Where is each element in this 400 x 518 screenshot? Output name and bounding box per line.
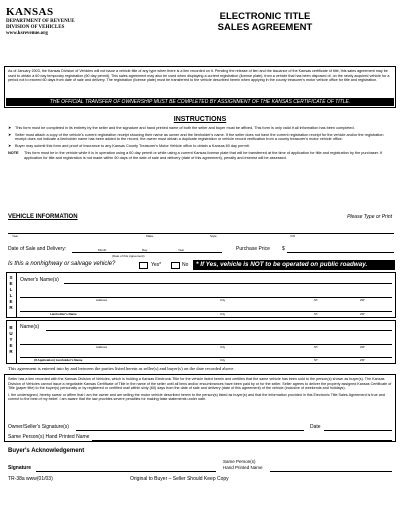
- hand-printed-label: Hand Printed Name: [223, 465, 263, 470]
- city-caption: City: [220, 345, 226, 349]
- legal-box: [4, 374, 396, 442]
- website: www.ksrevenue.org: [6, 31, 48, 36]
- price-field[interactable]: [287, 252, 394, 253]
- address-caption: Address: [96, 345, 108, 349]
- date-label: Date: [310, 424, 321, 430]
- owner-name-field[interactable]: [64, 283, 392, 284]
- buyer-divider: [16, 320, 17, 364]
- department-name: DEPARTMENT OF REVENUE: [6, 19, 75, 24]
- signature-date-field[interactable]: [324, 430, 392, 431]
- form-number: TR-38a www(01/03): [8, 476, 53, 482]
- make-caption: Make: [146, 234, 154, 238]
- seller-printed-name-field[interactable]: [92, 440, 392, 441]
- seller-divider: [16, 272, 17, 318]
- no-checkbox[interactable]: [171, 262, 180, 269]
- vehicle-info-title: VEHICLE INFORMATION: [8, 214, 78, 220]
- instructions-list: [8, 126, 394, 162]
- yes-checkbox[interactable]: [139, 262, 148, 269]
- st-caption: ST: [314, 345, 318, 349]
- buyer-name-label: Name(s): [20, 324, 40, 330]
- buyer-printed-name-field[interactable]: [270, 471, 392, 472]
- date-field[interactable]: [72, 252, 222, 253]
- lienholder-caption: Lienholder's Name: [50, 312, 77, 316]
- bullet-icon: ➤: [8, 132, 12, 137]
- instruction-item: ➤ This form must be completed in its entirety by the seller and the signature and hand printed name of both the seller and buyer must be affixed. This form is only valid if all information has been completed.: [8, 126, 355, 130]
- bullet-icon: ➤: [8, 126, 12, 130]
- copy-instructions: Original to Buyer – Seller Should Keep Copy: [130, 476, 229, 482]
- intro-text: As of January 2003, the Kansas Division of Vehicles will not issue a vehicle title of any type when there is a lien recorded on it. Pending the release of lien and the issuance of the Kansas certificate of title, this sales agreement may be used to obtain a 60 day temporary registration (60 day permit). This sales agreement may also be used when displaying a current registration (license plate), from a vehicle that has been disposed of, on the newly acquired vehicle for a period not to exceed 60 days from date of sale and delivery. The registration (license plate) must be transferred to the vehicle described herein when applying in the county treasurer's motor vehicle office for title and registration.: [8, 69, 390, 83]
- instruction-note: NOTE This form must be in the vehicle while it is in operation using a 60 day permit or while using a current Kansas license plate that will be transferred at the time of application for title and registration by the purchaser. If application for title and registration is not made within 60 days of the date of sale and delivery (date of this agreement), penalty and interest will be assessed.: [8, 150, 383, 160]
- month-caption: Month: [98, 248, 107, 252]
- ownership-banner: THE OFFICIAL TRANSFER OF OWNERSHIP MUST BE COMPLETED BY ASSIGNMENT OF THE KANSAS CERTIFICATE OF TITLE.: [6, 98, 394, 106]
- state-name: KANSAS: [6, 6, 54, 18]
- seller-side-label: S E L L E R: [9, 275, 13, 310]
- vehicle-line[interactable]: [8, 233, 394, 234]
- buyer-address-field[interactable]: [20, 344, 392, 345]
- city-caption: City: [220, 358, 226, 362]
- zip-caption: ZIP: [360, 312, 365, 316]
- instructions-title: INSTRUCTIONS: [173, 116, 227, 123]
- yes-label: Yes*: [151, 262, 162, 268]
- instruction-item: ➤ Buyer may submit this form and proof of insurance to any Kansas County Treasurer's Motor Vehicle office to obtain a Kansas 60 day permit.: [8, 144, 250, 149]
- buyer-side-label: B U Y E R: [9, 325, 13, 354]
- bullet-icon: ➤: [8, 144, 12, 149]
- legal-paragraph: Seller has a lien recorded with the Kansas Division of Vehicles, which is holding a Kansas Electronic Title for the vehicle listed herein and certifies that the same vehicle has been sold to the person(s) shown as buyer(s). The Kansas Division of Vehicles cannot issue a negotiable Kansas Certificate of Title in the name of the seller until all liens and/or encumbrances have been paid by or for the seller. Seller agrees to deliver the properly assigned Kansas Certificate of Title (paper title) to the buyer(s) personally or by registered or certified mail within sixty (60) days from the date of sale and delivery (date of this agreement) of the vehicle (inclusive of weekends and holidays).: [8, 377, 392, 391]
- buyer-signature-label: Signature: [8, 465, 32, 471]
- st-caption: ST: [314, 298, 318, 302]
- price-label: Purchase Price: [236, 246, 270, 252]
- zip-caption: ZIP: [360, 345, 365, 349]
- date-sub: (Date of this Agreement): [112, 254, 145, 258]
- style-caption: Style: [210, 234, 217, 238]
- salvage-question: Is this a nonhighway or salvage vehicle?: [8, 261, 116, 267]
- date-label: Date of Sale and Delivery:: [8, 246, 67, 252]
- same-person-label: Same Person(s): [223, 459, 256, 464]
- print-hint: Please Type or Print: [347, 214, 392, 220]
- seller-address-field[interactable]: [20, 297, 392, 298]
- oath-paragraph: I, the undersigned, hereby swear or affirm that I am the owner and am selling the motor vehicle described herein to the person(s) listed as buyer(s) and that the information provided in this Electronic Title Sales Agreement is true and correct to the best of my belief. I am aware that the law provides severe penalties for making false statements under oath.: [8, 392, 385, 402]
- seller-printed-name-label: Same Person(s) Hand Printed Name: [8, 434, 90, 440]
- year-caption: Year: [178, 248, 185, 252]
- address-caption: Address: [96, 298, 108, 302]
- price-symbol: $: [282, 246, 285, 252]
- st-caption: ST: [314, 358, 318, 362]
- buyer-ack-title: Buyer's Acknowledgement: [8, 448, 85, 454]
- instruction-item: ➤ Seller must attach a copy of the vehicle's current registration receipt showing their name as owner and the lienholder's name. If the seller does not have the current registration receipt for the vehicle and/or the registration receipt does not indicate a lienholder name has been added to the record, the owner must obtain a duplicate registration or vehicle record verification from a county treasurer's motor vehicle office.: [8, 132, 384, 142]
- city-caption: City: [220, 312, 226, 316]
- owner-name-label: Owner's Name(s): [20, 277, 59, 283]
- no-label: No: [182, 262, 189, 268]
- owner-signature-field[interactable]: [76, 430, 304, 431]
- st-caption: ST: [314, 312, 318, 316]
- year-caption: Year: [12, 234, 19, 238]
- form-title-line2: SALES AGREEMENT: [217, 22, 313, 33]
- zip-caption: ZIP: [360, 298, 365, 302]
- buyer-name-field[interactable]: [46, 330, 392, 331]
- warning-text: * If Yes, vehicle is NOT to be operated on public roadway.: [196, 261, 368, 268]
- division-name: DIVISION OF VEHICLES: [6, 25, 65, 30]
- vin-caption: VIN: [290, 234, 296, 238]
- buyer-lienholder-caption: (If Application) Lienholder's Name: [34, 358, 83, 362]
- buyer-signature-field[interactable]: [36, 471, 216, 472]
- form-title-line1: ELECTRONIC TITLE: [219, 11, 311, 22]
- zip-caption: ZIP: [360, 358, 365, 362]
- day-caption: Day: [142, 248, 148, 252]
- city-caption: City: [220, 298, 226, 302]
- owner-signature-label: Owner/Seller's Signature(s): [8, 424, 69, 430]
- agreement-statement: This agreement is entered into by and between the parties listed herein as seller(s) and buyer(s) on the date recorded above.: [8, 366, 235, 371]
